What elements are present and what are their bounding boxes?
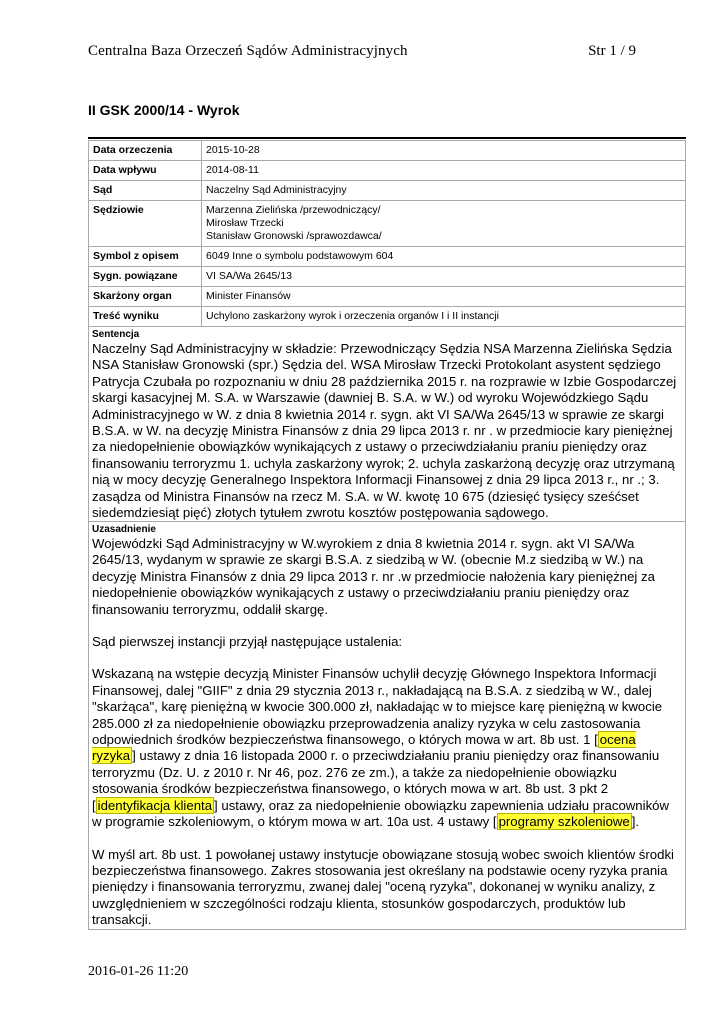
- metadata-key: Data wpływu: [89, 161, 202, 181]
- metadata-row: [89, 201, 686, 247]
- metadata-key: Skarżony organ: [89, 287, 202, 307]
- uzasadnienie-paragraph-2: Sąd pierwszej instancji przyjął następujące ustalenia:: [92, 634, 403, 650]
- p3-part-d: ].: [631, 814, 640, 830]
- metadata-key: Sędziowie: [89, 201, 202, 247]
- p3-part-a: Wskazaną na wstępie decyzją Minister Finansów uchylił decyzję Głównego Inspektora Informacji Finansowej, dalej "GIIF" z dnia 29 stycznia 2013 r., nakładającą na B.S.A. z siedzibą w W., dalej "skarżąca", karę pieniężną w kwocie 300.000 zł, nakładając w to miejsce karę pieniężną w kwocie 285.000 zł za niedopełnienie obowiązku przeprowadzenia analizy ryzyka w celu zastosowania odpowiednich środków bezpieczeństwa finansowego, o których mowa w art. 8b ust. 1 [: [92, 666, 663, 748]
- metadata-value-line: VI SA/Wa 2645/13: [206, 270, 292, 282]
- metadata-value-line: Marzenna Zielińska /przewodniczący/: [206, 204, 381, 216]
- metadata-value: [202, 161, 686, 181]
- uzasadnienie-text: [92, 536, 682, 929]
- sentencja-section: [88, 327, 686, 522]
- metadata-row: [89, 247, 686, 267]
- uzasadnienie-section: [88, 522, 686, 930]
- p3-part-c: ] ustawy, oraz za niedopełnienie obowiązku zapewnienia udziału pracowników w programie szkoleniowym, o którym mowa w art. 10a ust. 4 ustawy [: [92, 797, 670, 830]
- metadata-value-line: Naczelny Sąd Administracyjny: [206, 184, 347, 196]
- metadata-key: Sygn. powiązane: [89, 267, 202, 287]
- metadata-value: [202, 307, 686, 327]
- page-header: [88, 43, 636, 63]
- uzasadnienie-label: Uzasadnienie: [92, 524, 156, 535]
- metadata-value: [202, 267, 686, 287]
- document-title: II GSK 2000/14 - Wyrok: [88, 102, 240, 118]
- metadata-row: [89, 161, 686, 181]
- metadata-value: [202, 181, 686, 201]
- sentencja-label: Sentencja: [92, 329, 140, 340]
- header-source: Centralna Baza Orzeczeń Sądów Administracyjnych: [88, 43, 408, 59]
- metadata-value-line: Minister Finansów: [206, 290, 291, 302]
- p3-part-b: ] ustawy z dnia 16 listopada 2000 r. o przeciwdziałaniu praniu pieniędzy oraz finansowaniu terroryzmu (Dz. U. z 2010 r. Nr 46, poz. 276 ze zm.), a także za niedopełnienie obowiązku stosowania środków bezpieczeństwa finansowego, o których mowa w art. 8b ust. 3 pkt 2 [: [92, 748, 660, 813]
- metadata-value-line: 2014-08-11: [206, 164, 259, 176]
- metadata-key: Sąd: [89, 181, 202, 201]
- sentencja-text: Naczelny Sąd Administracyjny w składzie: Przewodniczący Sędzia NSA Marzenna Zielińska Sędzia NSA Stanisław Gronowski (spr.) Sędzia del. WSA Mirosław Trzecki Protokolant asystent sędziego Patrycja Czubała po rozpoznaniu w dniu 28 października 2015 r. na rozprawie w Izbie Gospodarczej skargi kasacyjnej M. S.A. w Warszawie (dawniej B. S.A. w W.) od wyroku Wojewódzkiego Sądu Administracyjnego w W. z dnia 8 kwietnia 2014 r. sygn. akt VI SA/Wa 2645/13 w sprawie ze skargi B.S.A. w W. na decyzję Ministra Finansów z dnia 29 lipca 2013 r. nr . w przedmiocie kary pieniężnej za niedopełnienie obowiązków wynikających z ustawy o przeciwdziałaniu praniu pieniędzy oraz finansowaniu terroryzmu 1. uchyla zaskarżony wyrok; 2. uchyla zaskarżoną decyzję oraz utrzymaną nią w mocy decyzję Generalnego Inspektora Informacji Finansowej z dnia 29 lipca 2013 r., nr .; 3. zasądza od Ministra Finansów na rzecz M. S.A. w W. kwotę 10 675 (dziesięć tysięcy sześćset siedemdziesiąt pięć) złotych tytułem zwrotu kosztów postępowania sądowego.: [92, 341, 677, 521]
- metadata-value-line: Mirosław Trzecki: [206, 217, 284, 229]
- metadata-row: [89, 181, 686, 201]
- highlight-ocena-ryzyka[interactable]: ocena ryzyka: [92, 732, 636, 764]
- metadata-key: Symbol z opisem: [89, 247, 202, 267]
- uzasadnienie-paragraph-1: Wojewódzki Sąd Administracyjny w W.wyrokiem z dnia 8 kwietnia 2014 r. sygn. akt VI SA/Wa 2645/13, wydanym w sprawie ze skargi B.S.A. z siedzibą w W. (obecnie M.z siedzibą w W.) na decyzję Ministra Finansów z dnia 29 lipca 2013 r. nr .w przedmiocie nałożenia kary pieniężnej za niedopełnienie obowiązków wynikających z ustawy o przeciwdziałaniu praniu pieniędzy oraz finansowaniu terroryzmu, oddalił skargę.: [92, 536, 655, 617]
- metadata-row: [89, 287, 686, 307]
- metadata-row: [89, 307, 686, 327]
- page-footer-timestamp: 2016-01-26 11:20: [88, 964, 189, 979]
- title-rule: [88, 137, 686, 139]
- highlight-programy-szkoleniowe[interactable]: programy szkoleniowe: [498, 814, 630, 830]
- uzasadnienie-paragraph-3: [92, 666, 682, 830]
- metadata-value-line: Uchylono zaskarżony wyrok i orzeczenia organów I i II instancji: [206, 310, 499, 322]
- metadata-key: Treść wyniku: [89, 307, 202, 327]
- metadata-value: [202, 141, 686, 161]
- metadata-value: [202, 287, 686, 307]
- metadata-value: [202, 201, 686, 247]
- metadata-row: [89, 267, 686, 287]
- metadata-key: Data orzeczenia: [89, 141, 202, 161]
- highlight-identyfikacja-klienta[interactable]: identyfikacja klienta: [97, 797, 213, 813]
- metadata-table: [88, 140, 686, 327]
- uzasadnienie-paragraph-4: W myśl art. 8b ust. 1 powołanej ustawy instytucje obowiązane stosują wobec swoich klientów środki bezpieczeństwa finansowego. Zakres stosowania jest określany na podstawie oceny ryzyka prania pieniędzy i finansowania terroryzmu, zwanej dalej "oceną ryzyka", dokonanej w wyniku analizy, z uwzględnieniem w szczególności rodzaju klienta, stosunków gospodarczych, produktów lub transakcji.: [92, 846, 674, 928]
- metadata-row: [89, 141, 686, 161]
- metadata-value-line: 6049 Inne o symbolu podstawowym 604: [206, 250, 394, 262]
- metadata-value-line: 2015-10-28: [206, 144, 260, 156]
- metadata-value: [202, 247, 686, 267]
- metadata-value-line: Stanisław Gronowski /sprawozdawca/: [206, 230, 382, 242]
- header-page-number: Str 1 / 9: [588, 43, 636, 59]
